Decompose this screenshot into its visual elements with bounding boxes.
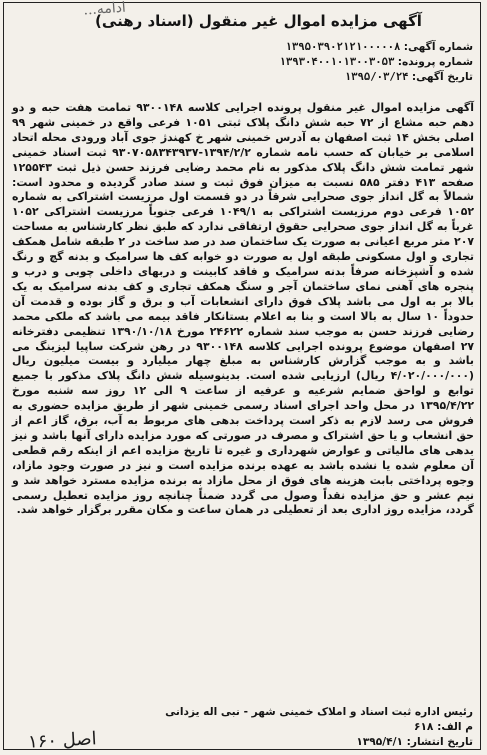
torn-edge-text: ادامه... xyxy=(82,0,127,19)
signatory: رئیس اداره ثبت اسناد و املاک خمینی شهر - نبی اله یزدانی xyxy=(165,706,473,718)
publish-date: تاریخ انتشار: ۱۳۹۵/۴/۱ xyxy=(356,736,473,748)
meta-value: ۱۳۹۵۰۳۹۰۲۱۲۱۰۰۰۰۰۸ xyxy=(285,41,401,53)
meta-label: شماره پرونده: xyxy=(397,56,473,68)
meta-value: ۱۳۹۳۰۴۰۰۱۰۱۳۰۰۳۰۵۳ xyxy=(279,56,395,68)
reference-code: م الف: ۶۱۸ xyxy=(413,721,473,733)
handwritten-note: اصل ۱۶۰ xyxy=(27,728,98,753)
meta-row-ad-date xyxy=(33,70,473,85)
meta-row-ad-number xyxy=(33,40,473,55)
notice-title: آگهی مزایده اموال غیر منقول (اسناد رهنی) xyxy=(95,12,422,30)
notice-body: آگهی مزایده اموال غیر منقول پرونده اجرایی کلاسه ۹۳۰۰۱۴۸ تمامت هفت حبه و دو دهم حبه مشاع از ۷۲ حبه شش دانگ پلاک ثبتی ۱۰۵۱ فرعی واقع در خمینی شهر ۹۹ اصلی بخش ۱۴ ثبت اصفهان به آدرس خمینی شهر خ کهندژ جوی آباد ورودی محله اتحاد اسلامی بر خیابان که حسب نامه شماره ۱۳۹۴/۲/۲-۹۳۰۷۰۵۸۳۴۳۹۳۷ ثبت اسناد خمینی شهر تمامت شش دانگ پلاک مذکور به نام محمد رضایی فرزند حسن ذیل ثبت ۱۲۵۵۴۳ صفحه ۴۱۳ دفتر ۵۸۵ نسبت به میزان فوق ثبت و سند صادر گردیده و محدود است: شمالاً به گل انداز جوی صحرایی شرقاً در دو قسمت اول مرزیست اشتراکی به شماره ۱۰۵۲ فرعی دوم مرزیست اشتراکی به ۱۰۴۹/۱ فرعی جنوباً مرزیست اشتراکی ۱۰۵۲ غرباً به گل انداز جوی صحرایی حقوق ارتفاقی ندارد که طبق نظر کارشناس به مساحت ۲۰۷ متر مربع اعیانی به صورت یک ساختمان صد در صد ساخت در ۲ طبقه شامل همکف تجاری و اول مسکونی طبقه اول به صورت دو خوابه کف ها سرامیک و بدنه گچ و رنگ شده و آشپزخانه صرفاً بدنه سرامیک و فاقد کابینت و دربهای داخلی چوبی و درب و پنجره های آهنی نمای ساختمان آجر و سنگ همکف تجاری و کف بدنه سرامیک به یک بالا بر به اول می باشد پلاک فوق دارای انشعابات آب و برق و گاز بوده و قدمت آن حدوداً ۱۰ سال به بالا است و بنا به اعلام بستانکار فاقد بیمه می باشد که ملکی محمد رضایی فرزند حسن به موجب سند شماره ۲۴۶۲۲ مورخ ۱۳۹۰/۱۰/۱۸ تنظیمی دفترخانه ۲۷ اصفهان موضوع پرونده اجرایی کلاسه ۹۳۰۰۱۴۸ در رهن شرکت ساپیا لیزینگ می باشد و به موجب گزارش کارشناس به مبلغ چهار میلیارد و بیست میلیون ریال (۴/۰۲۰/۰۰۰/۰۰۰ ریال) ارزیابی شده است. بدینوسیله شش دانگ پلاک مذکور با جمیع توابع و لواحق ضمایم شرعیه و عرفیه از ساعت ۹ الی ۱۲ روز سه شنبه مورخ ۱۳۹۵/۴/۲۲ در محل واحد اجرای اسناد رسمی خمینی شهر از طریق مزایده حضوری به فروش می رسد لازم به ذکر است پرداخت بدهی های مربوط به آب، برق، گاز اعم از حق انشعاب و یا حق اشتراک و مصرف در صورتی که مورد مزایده دارای آنها باشد و نیز بدهی های مالیاتی و عوارض شهرداری و غیره تا تاریخ مزایده اعم از اینکه رقم قطعی آن معلوم شده یا نشده باشد به عهده برنده مزایده است و نیز در صورت وجود مازاد، وجوه پرداختی بابت هزینه های فوق از محل مازاد به برنده مزایده مسترد خواهد شد و نیم عشر و حق مزایده نقداً وصول می گردد ضمناً چنانچه روز مزایده تعطیل رسمی گردد، مزایده روز اداری بعد از تعطیلی در همان ساعت و مکان مقرر برگزار خواهد شد. xyxy=(12,101,475,517)
meta-label: تاریخ آگهی: xyxy=(411,71,473,83)
meta-value: ۱۳۹۵/۰۳/۲۴ xyxy=(344,71,409,83)
meta-label: شماره آگهی: xyxy=(403,41,473,53)
notice-meta xyxy=(33,40,473,85)
meta-row-case-number xyxy=(33,55,473,70)
